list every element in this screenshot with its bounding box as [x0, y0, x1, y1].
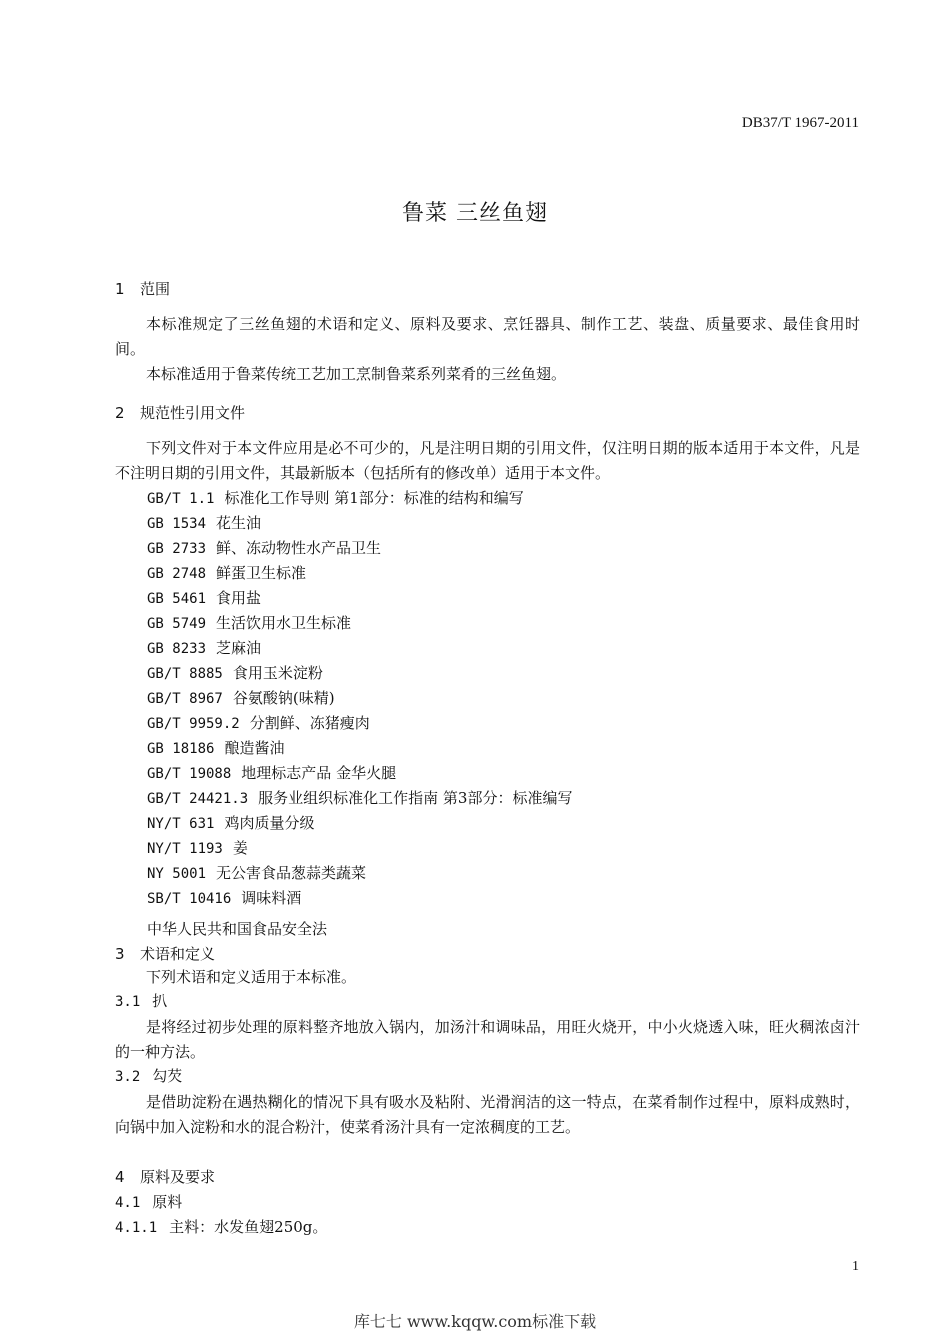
term-name: 扒 [152, 992, 168, 1010]
subsection-title: 原料 [152, 1193, 183, 1211]
term-number: 3.1 [115, 994, 141, 1010]
reference-item [147, 661, 323, 687]
reference-code: GB/T 19088 [147, 766, 232, 782]
reference-title: 服务业组织标准化工作指南 第3部分：标准编写 [258, 789, 573, 807]
section-number: 2 [115, 404, 125, 422]
reference-title: 调味料酒 [241, 889, 302, 907]
section-number: 1 [115, 280, 125, 298]
reference-title: 谷氨酸钠(味精) [232, 689, 335, 707]
reference-title: 花生油 [216, 514, 262, 532]
term-definition-3-2: 是借助淀粉在遇热糊化的情况下具有吸水及粘附、光滑润洁的这一特点，在菜肴制作过程中，原料成熟时，向锅中加入淀粉和水的混合粉汁，使菜肴汤汁具有一定浓稠度的工艺。 [115, 1093, 860, 1136]
section-title: 范围 [140, 280, 171, 298]
reference-item [147, 711, 370, 737]
term-number: 3.2 [115, 1069, 141, 1085]
term-heading-3-2 [115, 1065, 182, 1086]
reference-code: NY/T 631 [147, 816, 215, 832]
reference-code: SB/T 10416 [147, 891, 232, 907]
term-heading-3-1 [115, 990, 167, 1011]
reference-item [147, 586, 261, 612]
reference-item [147, 561, 306, 587]
reference-code: GB/T 8967 [147, 691, 223, 707]
reference-title: 姜 [232, 839, 248, 857]
terms-intro: 下列术语和定义适用于本标准。 [146, 968, 357, 986]
reference-title: 酿造酱油 [224, 739, 285, 757]
footer-watermark-text: 库七七 www.kqqw.com标准下载 [353, 1312, 597, 1331]
scope-paragraph-1: 本标准规定了三丝鱼翅的术语和定义、原料及要求、烹饪器具、制作工艺、装盘、质量要求、最佳食用时间。 [115, 315, 860, 358]
reference-item [147, 811, 314, 837]
reference-item [147, 686, 335, 712]
subsection-4-1 [115, 1191, 182, 1212]
reference-item [147, 736, 284, 762]
reference-item [147, 611, 351, 637]
section-title: 术语和定义 [140, 945, 216, 963]
term-definition-3-1: 是将经过初步处理的原料整齐地放入锅内，加汤汁和调味品，用旺火烧开，中小火烧透入味，旺火稠浓卤汁的一种方法。 [115, 1018, 860, 1061]
subsection-number: 4.1.1 [115, 1220, 158, 1236]
reference-code: GB 5749 [147, 616, 207, 632]
section-title: 原料及要求 [140, 1168, 216, 1186]
reference-code: GB 5461 [147, 591, 207, 607]
reference-item [147, 886, 301, 912]
reference-item [147, 861, 366, 887]
reference-title: 鸡肉质量分级 [224, 814, 315, 832]
reference-title: 鲜蛋卫生标准 [216, 564, 307, 582]
reference-title: 无公害食品葱蒜类蔬菜 [216, 864, 367, 882]
references-intro: 下列文件对于本文件应用是必不可少的，凡是注明日期的引用文件，仅注明日期的版本适用于本文件，凡是不注明日期的引用文件，其最新版本（包括所有的修改单）适用于本文件。 [115, 439, 860, 482]
reference-code: NY 5001 [147, 866, 207, 882]
reference-code: GB/T 1.1 [147, 491, 215, 507]
subsection-number: 4.1 [115, 1195, 141, 1211]
document-code: DB37/T 1967-2011 [741, 115, 859, 131]
reference-item [147, 486, 524, 512]
reference-code: NY/T 1193 [147, 841, 223, 857]
scope-paragraph-2: 本标准适用于鲁菜传统工艺加工烹制鲁菜系列菜肴的三丝鱼翅。 [146, 365, 567, 383]
reference-title: 生活饮用水卫生标准 [216, 614, 352, 632]
reference-code: GB/T 9959.2 [147, 716, 240, 732]
reference-item [147, 511, 261, 537]
reference-code: GB/T 24421.3 [147, 791, 249, 807]
reference-title: 芝麻油 [216, 639, 262, 657]
reference-title: 鲜、冻动物性水产品卫生 [216, 539, 382, 557]
reference-item [147, 536, 381, 562]
reference-law: 中华人民共和国食品安全法 [147, 920, 328, 938]
reference-item [147, 636, 261, 662]
page-number: 1 [852, 1259, 859, 1274]
reference-code: GB 1534 [147, 516, 207, 532]
reference-code: GB 18186 [147, 741, 215, 757]
section-title: 规范性引用文件 [140, 404, 246, 422]
reference-title: 标准化工作导则 第1部分：标准的结构和编写 [224, 489, 524, 507]
reference-title: 食用盐 [216, 589, 262, 607]
section-heading-references [115, 402, 245, 423]
document-title: 鲁菜 三丝鱼翅 [402, 201, 548, 226]
subsection-4-1-1 [115, 1216, 327, 1237]
reference-code: GB 8233 [147, 641, 207, 657]
section-number: 4 [115, 1168, 125, 1186]
section-heading-scope [115, 278, 170, 299]
term-name: 勾芡 [152, 1067, 183, 1085]
reference-item [147, 761, 396, 787]
section-number: 3 [115, 945, 125, 963]
section-heading-terms [115, 943, 215, 964]
reference-code: GB 2733 [147, 541, 207, 557]
reference-title: 分割鲜、冻猪瘦肉 [249, 714, 370, 732]
section-heading-materials [115, 1166, 215, 1187]
reference-item [147, 836, 248, 862]
reference-code: GB/T 8885 [147, 666, 223, 682]
subsection-text: 主料：水发鱼翅250g。 [169, 1218, 328, 1236]
reference-item [147, 786, 572, 812]
reference-code: GB 2748 [147, 566, 207, 582]
reference-title: 地理标志产品 金华火腿 [241, 764, 397, 782]
reference-title: 食用玉米淀粉 [232, 664, 323, 682]
